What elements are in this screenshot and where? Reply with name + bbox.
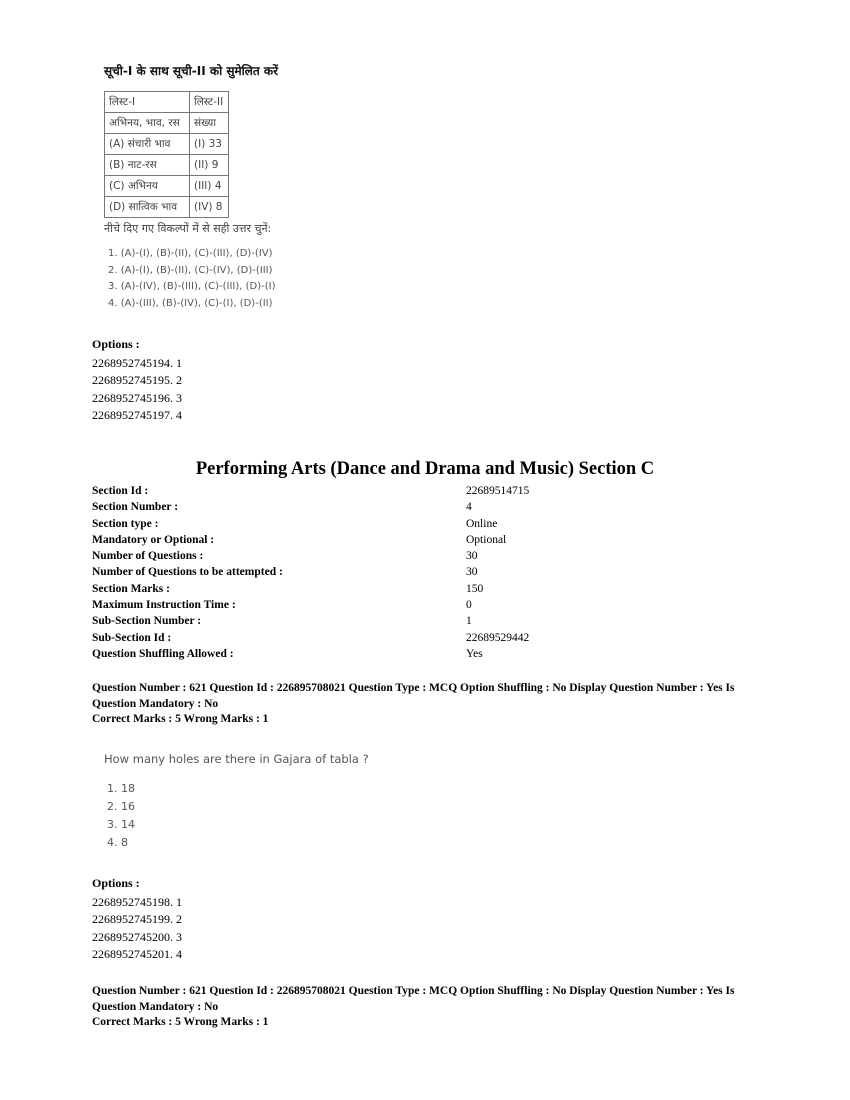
- detail-row: [92, 630, 652, 646]
- detail-key: Section Number :: [92, 501, 179, 514]
- list-item: 1. (A)-(I), (B)-(II), (C)-(III), (D)-(IV): [108, 248, 273, 259]
- question-meta-line: Question Mandatory : No: [92, 1000, 219, 1013]
- list-item: 3. (A)-(IV), (B)-(III), (C)-(III), (D)-(I): [108, 281, 276, 292]
- section-details: [92, 483, 652, 662]
- question-meta-line: Question Mandatory : No: [92, 697, 219, 710]
- detail-value: Yes: [466, 647, 483, 660]
- detail-row: [92, 646, 652, 662]
- detail-value: 30: [466, 566, 478, 579]
- detail-row: [92, 581, 652, 597]
- detail-value: 30: [466, 550, 478, 563]
- detail-key: Mandatory or Optional :: [92, 533, 215, 546]
- option-line: 2268952745197. 4: [92, 407, 182, 422]
- section-title: Performing Arts (Dance and Drama and Music) Section C: [195, 459, 655, 479]
- question-meta-line: Question Number : 621 Question Id : 226895708021 Question Type : MCQ Option Shuffling : No Display Question Number : Yes Is: [92, 985, 735, 997]
- options-block-1: [92, 337, 182, 424]
- match-header-list1: लिस्ट-I: [105, 92, 190, 113]
- table-cell: (II) 9: [190, 155, 229, 176]
- list-item: 2. (A)-(I), (B)-(II), (C)-(IV), (D)-(III): [108, 264, 273, 276]
- question-meta-1: [92, 681, 782, 728]
- option-line: 2268952745194. 1: [92, 356, 182, 370]
- table-row: [105, 134, 229, 155]
- detail-key: Question Shuffling Allowed :: [92, 647, 234, 660]
- list-item: 2. 16: [107, 800, 135, 813]
- options-label: Options :: [92, 876, 140, 890]
- table-cell: अभिनय, भाव, रस: [105, 113, 190, 134]
- list-item: 1. 18: [107, 782, 135, 795]
- hindi-question-choices: [104, 246, 524, 312]
- option-line: 2268952745198. 1: [92, 895, 182, 909]
- detail-row: [92, 548, 652, 564]
- detail-value: Online: [466, 517, 498, 530]
- question-meta-line: Correct Marks : 5 Wrong Marks : 1: [92, 1016, 269, 1028]
- table-cell: (A) संचारी भाव: [105, 134, 190, 155]
- table-cell: संख्या: [190, 113, 229, 134]
- options-label: Options :: [92, 337, 140, 351]
- table-row: [105, 176, 229, 197]
- detail-value: 0: [466, 599, 472, 612]
- table-cell: (B) नाट-रस: [105, 155, 190, 176]
- detail-row: [92, 597, 652, 613]
- detail-key: Section type :: [92, 517, 159, 530]
- hindi-question-title: सूची-I के साथ सूची-II को सुमेलित करें: [104, 64, 279, 78]
- detail-value: 1: [466, 615, 472, 628]
- detail-value: 22689514715: [466, 485, 530, 497]
- table-row: [105, 113, 229, 134]
- hindi-question-instruction: नीचे दिए गए विकल्पों में से सही उत्तर चुनें:: [104, 222, 272, 235]
- table-cell: (IV) 8: [190, 197, 229, 218]
- list-item: 4. 8: [107, 836, 128, 849]
- question-meta-line: Question Number : 621 Question Id : 226895708021 Question Type : MCQ Option Shuffling : No Display Question Number : Yes Is: [92, 682, 735, 694]
- detail-value: 22689529442: [466, 631, 530, 644]
- table-row: [105, 155, 229, 176]
- detail-row: [92, 499, 652, 515]
- match-table: [104, 91, 229, 218]
- hindi-question: [104, 62, 524, 312]
- list-item: 3. 14: [107, 818, 135, 831]
- option-line: 2268952745199. 2: [92, 912, 182, 927]
- detail-key: Sub-Section Id :: [92, 631, 172, 644]
- english-question-text: How many holes are there in Gajara of tabla ?: [104, 752, 369, 766]
- table-cell: (III) 4: [190, 176, 229, 197]
- detail-key: Number of Questions :: [92, 550, 204, 563]
- detail-row: [92, 516, 652, 532]
- detail-key: Number of Questions to be attempted :: [92, 566, 283, 579]
- option-line: 2268952745196. 3: [92, 390, 182, 405]
- match-table-header: [105, 92, 229, 113]
- question-meta-2: [92, 984, 782, 1031]
- detail-key: Maximum Instruction Time :: [92, 599, 236, 612]
- option-line: 2268952745201. 4: [92, 946, 182, 961]
- options-block-2: [92, 876, 182, 963]
- detail-key: Section Marks :: [92, 582, 170, 595]
- match-header-list2: लिस्ट-II: [190, 92, 229, 113]
- table-cell: (D) सात्विक भाव: [105, 197, 190, 218]
- detail-row: [92, 483, 652, 499]
- question-meta-line: Correct Marks : 5 Wrong Marks : 1: [92, 713, 269, 725]
- option-line: 2268952745200. 3: [92, 929, 182, 944]
- detail-key: Section Id :: [92, 485, 149, 497]
- table-cell: (C) अभिनय: [105, 176, 190, 197]
- detail-value: 4: [466, 501, 472, 514]
- list-item: 4. (A)-(III), (B)-(IV), (C)-(I), (D)-(II): [108, 297, 273, 309]
- detail-value: 150: [466, 582, 484, 595]
- table-row: [105, 197, 229, 218]
- table-cell: (I) 33: [190, 134, 229, 155]
- detail-key: Sub-Section Number :: [92, 615, 202, 628]
- detail-value: Optional: [466, 533, 507, 546]
- english-question: [104, 752, 504, 852]
- english-question-choices: [104, 780, 504, 852]
- detail-row: [92, 564, 652, 580]
- detail-row: [92, 613, 652, 629]
- detail-row: [92, 532, 652, 548]
- option-line: 2268952745195. 2: [92, 373, 182, 388]
